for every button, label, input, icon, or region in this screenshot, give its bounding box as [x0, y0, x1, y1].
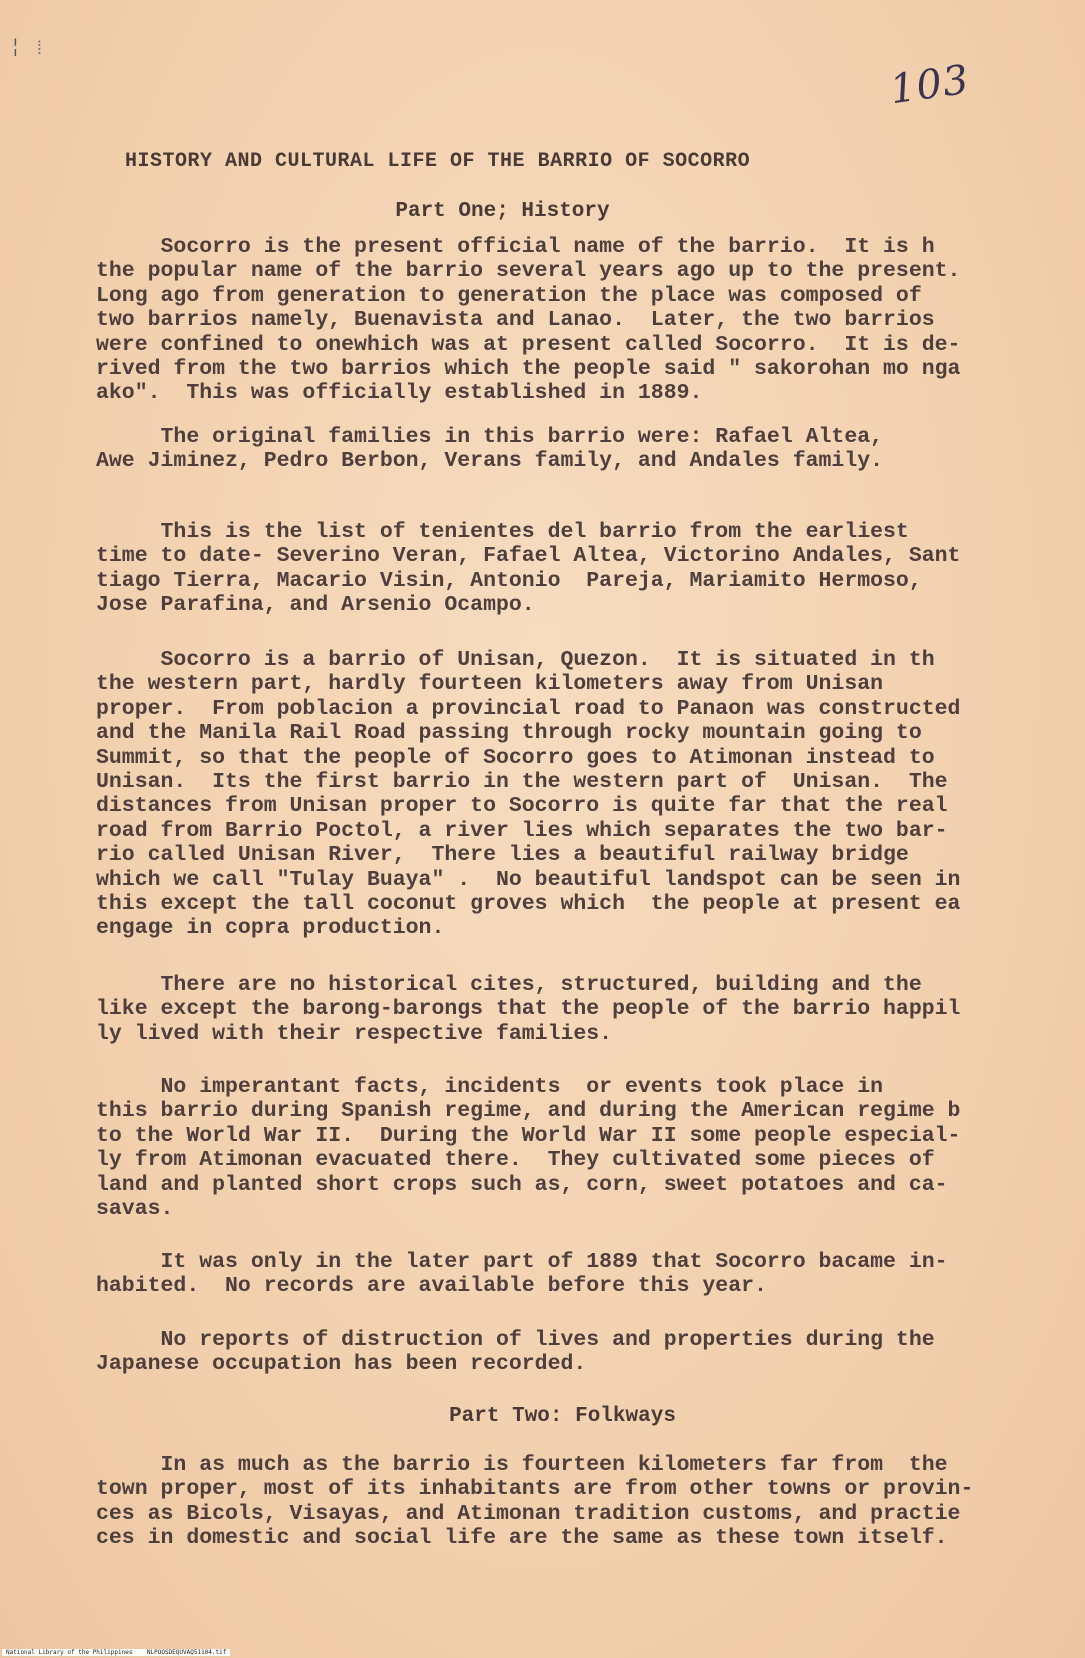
paragraph [96, 1075, 1026, 1221]
text-line: the popular name of the barrio several years ago up to the present. [96, 259, 961, 284]
text-line: Long ago from generation to generation the place was composed of [96, 283, 922, 308]
page-number: 103 [887, 56, 973, 114]
text-line: Unisan. Its the first barrio in the western part of Unisan. The [96, 770, 948, 795]
paragraph [96, 1328, 1026, 1377]
text-line: ly from Atimonan evacuated there. They cultivated some pieces of [96, 1148, 935, 1173]
margin-mark: ¦ [10, 38, 21, 58]
paragraph [96, 235, 1026, 406]
text-line: Japanese occupation has been recorded. [96, 1352, 587, 1377]
text-line: the western part, hardly fourteen kilometers away from Unisan [96, 672, 884, 697]
text-line: this barrio during Spanish regime, and during the American regime b [96, 1099, 961, 1124]
text-line: ly lived with their respective families. [96, 1021, 613, 1046]
part-one-heading: Part One; History [395, 200, 610, 223]
part-two-heading: Part Two: Folkways [449, 1405, 676, 1428]
text-line: proper. From poblacion a provincial road to Panaon was constructed [96, 696, 961, 721]
text-line: and the Manila Rail Road passing through rocky mountain going to [96, 721, 922, 746]
text-line: ako". This was officially established in 1889. [96, 381, 703, 406]
text-line: distances from Unisan proper to Socorro is quite far that the real [96, 794, 948, 819]
text-line: The original families in this barrio were: Rafael Altea, [96, 425, 884, 449]
text-line: Jose Parafina, and Arsenio Ocampo. [96, 593, 535, 618]
text-line: road from Barrio Poctol, a river lies which separates the two bar- [96, 818, 948, 843]
text-line: time to date- Severino Veran, Fafael Altea, Victorino Andales, Sant [96, 544, 961, 569]
text-line: Socorro is a barrio of Unisan, Quezon. It is situated in th [96, 648, 935, 672]
text-line: ces in domestic and social life are the same as these town itself. [96, 1526, 948, 1551]
paragraph [96, 520, 1026, 618]
text-line: like except the barong-barongs that the people of the barrio happil [96, 997, 961, 1022]
text-line: No imperantant facts, incidents or events took place in [96, 1075, 884, 1099]
paragraph [96, 1250, 1026, 1299]
text-line: No reports of distruction of lives and properties during the [96, 1328, 935, 1352]
text-line: were confined to onewhich was at present called Socorro. It is de- [96, 332, 961, 357]
text-line: savas. [96, 1197, 174, 1222]
text-line: which we call "Tulay Buaya" . No beautiful landspot can be seen in [96, 867, 961, 892]
text-line: town proper, most of its inhabitants are from other towns or provin- [96, 1477, 974, 1502]
text-line: tiago Tierra, Macario Visin, Antonio Pareja, Mariamito Hermoso, [96, 568, 922, 593]
text-line: habited. No records are available before this year. [96, 1274, 767, 1299]
paragraph [96, 973, 1026, 1046]
text-line: rived from the two barrios which the people said " sakorohan mo nga [96, 357, 961, 382]
text-line: This is the list of tenientes del barrio from the earliest [96, 520, 909, 544]
paragraph [96, 648, 1026, 941]
text-line: rio called Unisan River, There lies a beautiful railway bridge [96, 843, 909, 868]
text-line: Summit, so that the people of Socorro goes to Atimonan instead to [96, 745, 935, 770]
paragraph [96, 1453, 1026, 1551]
text-line: two barrios namely, Buenavista and Lanao. Later, the two barrios [96, 308, 935, 333]
text-line: It was only in the later part of 1889 that Socorro bacame in- [96, 1250, 948, 1274]
scan-footer: National Library of the Philippines NLPOOSDEQUVAQ51104.tif [2, 1649, 230, 1656]
text-line: Awe Jiminez, Pedro Berbon, Verans family, and Andales family. [96, 449, 884, 474]
text-line: Socorro is the present official name of the barrio. It is h [96, 235, 935, 259]
text-line: There are no historical cites, structured, building and the [96, 973, 922, 997]
document-title: HISTORY AND CULTURAL LIFE OF THE BARRIO OF SOCORRO [125, 150, 751, 173]
text-line: to the World War II. During the World War II some people especial- [96, 1123, 961, 1148]
text-line: ces as Bicols, Visayas, and Atimonan tradition customs, and practie [96, 1501, 961, 1526]
margin-mark-secondary: ⁞ [34, 40, 45, 60]
text-line: engage in copra production. [96, 916, 445, 941]
text-line: this except the tall coconut groves which the people at present ea [96, 892, 961, 917]
text-line: In as much as the barrio is fourteen kilometers far from the [96, 1453, 948, 1477]
paragraph [96, 425, 1026, 474]
text-line: land and planted short crops such as, corn, sweet potatoes and ca- [96, 1172, 948, 1197]
